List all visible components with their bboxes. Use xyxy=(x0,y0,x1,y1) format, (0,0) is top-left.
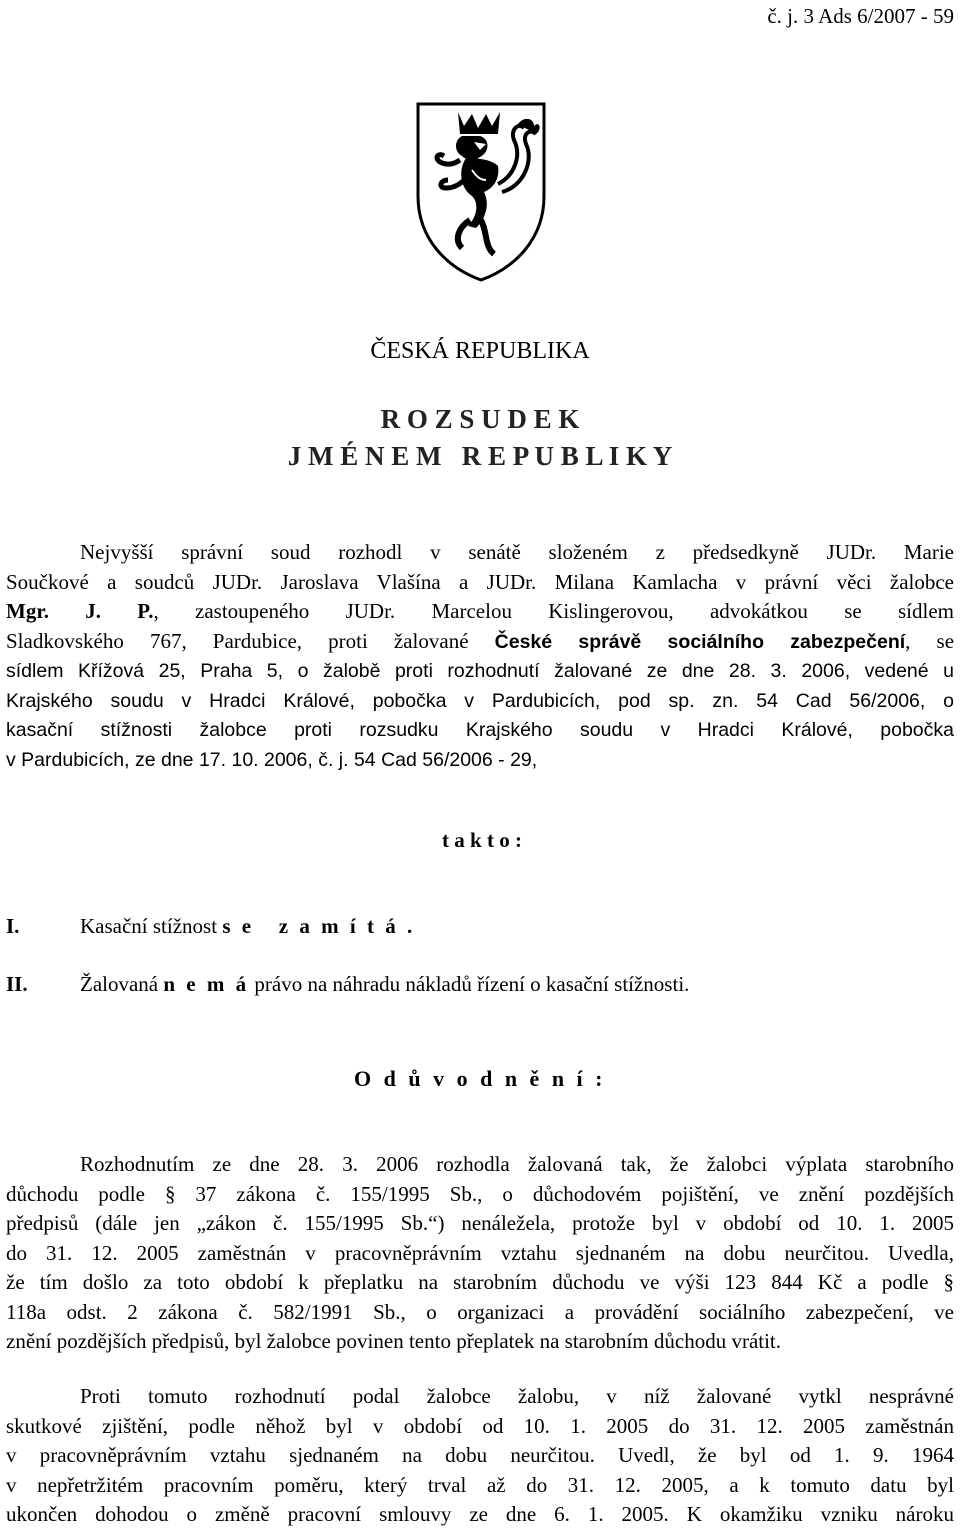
intro-paragraph xyxy=(6,538,954,775)
czech-lion-emblem-icon xyxy=(414,100,548,284)
reasoning-heading: O d ů v o d n ě n í : xyxy=(354,1066,606,1091)
reason-line: v pracovněprávním vztahu sjednaném na dobu neurčitou. Uvedl, že byl od 1. 9. 1964 xyxy=(6,1443,954,1467)
reason-line: v nepřetržitém pracovním poměru, který trval až do 31. 12. 2005, a k tomuto datu byl xyxy=(6,1472,954,1497)
document-type: R O Z S U D E K xyxy=(380,404,580,434)
reasoning-paragraph-1 xyxy=(6,1150,954,1357)
defendant-name: České správě sociálního zabezpečení xyxy=(494,630,906,653)
intro-line: Nejvyšší správní soud rozhodl v senátě složeném z předsedkyně JUDr. Marie xyxy=(80,540,954,564)
reason-line: předpisů (dále jen „zákon č. 155/1995 Sb.“) nenáležela, protože byl v období od 10. 1. 2005 xyxy=(6,1211,954,1235)
reason-line: že tím došlo za toto období k přeplatku na starobním důchodu ve výši 123 844 Kč a podle § xyxy=(6,1270,954,1294)
intro-line: Sladkovského 767, Pardubice, proti žalované České správě sociálního zabezpečení, se xyxy=(6,628,955,653)
intro-line: Krajského soudu v Hradci Králové, pobočka v Pardubicích, pod sp. zn. 54 Cad 56/2006, o xyxy=(6,689,954,712)
intro-line: Mgr. J. P., zastoupeného JUDr. Marcelou Kislingerovou, advokátkou se sídlem xyxy=(6,599,954,623)
reason-line: skutkové zjištění, podle něhož byl v období od 10. 1. 2005 do 31. 12. 2005 zaměstnán xyxy=(6,1413,954,1438)
reason-line: znění pozdějších předpisů, byl žalobce povinen tento přeplatek na starobním důchodu vrátit. xyxy=(6,1329,782,1353)
intro-line: kasační stížnosti žalobce proti rozsudku Krajského soudu v Hradci Králové, pobočka xyxy=(6,719,954,741)
reason-line: důchodu podle § 37 zákona č. 155/1995 Sb., o důchodovém pojištění, ve znění pozdějších xyxy=(6,1181,954,1206)
reasoning-paragraph-2 xyxy=(6,1382,954,1530)
verdict-heading: t a k t o : xyxy=(442,828,522,852)
intro-line: v Pardubicích, ze dne 17. 10. 2006, č. j. 54 Cad 56/2006 - 29, xyxy=(6,748,538,771)
reason-line: 118a odst. 2 zákona č. 582/1991 Sb., o organizaci a provádění sociálního zabezpečení, ve xyxy=(6,1299,954,1324)
reason-line: Proti tomuto rozhodnutí podal žalobce žalobu, v níž žalované vytkl nesprávné xyxy=(80,1384,954,1408)
in-the-name-of-republic: J M É N E M R E P U B L I K Y xyxy=(287,441,673,471)
reason-line: do 31. 12. 2005 zaměstnán v pracovněprávním vztahu sjednaném na dobu neurčitou. Uvedla, xyxy=(6,1240,954,1265)
verdict-item-1: I. Kasační stížnost s e z a m í t á . xyxy=(6,914,416,938)
plaintiff-name: Mgr. J. P. xyxy=(6,599,154,623)
intro-line: Součkové a soudců JUDr. Jaroslava Vlašína a JUDr. Milana Kamlacha v právní věci žalobce xyxy=(6,569,954,594)
verdict-item-2: II. Žalovaná n e m á právo na náhradu nákladů řízení o kasační stížnosti. xyxy=(6,972,690,996)
case-reference: č. j. 3 Ads 6/2007 - 59 xyxy=(767,4,954,28)
intro-line: sídlem Křížová 25, Praha 5, o žalobě proti rozhodnutí žalované ze dne 28. 3. 2006, vedené u xyxy=(6,660,954,682)
country-title: ČESKÁ REPUBLIKA xyxy=(370,338,590,364)
reason-line: ukončen dohodou o změně pracovní smlouvy ze dne 6. 1. 2005. K okamžiku vzniku nároku xyxy=(6,1502,954,1526)
reason-line: Rozhodnutím ze dne 28. 3. 2006 rozhodla žalovaná tak, že žalobci výplata starobního xyxy=(80,1152,954,1176)
